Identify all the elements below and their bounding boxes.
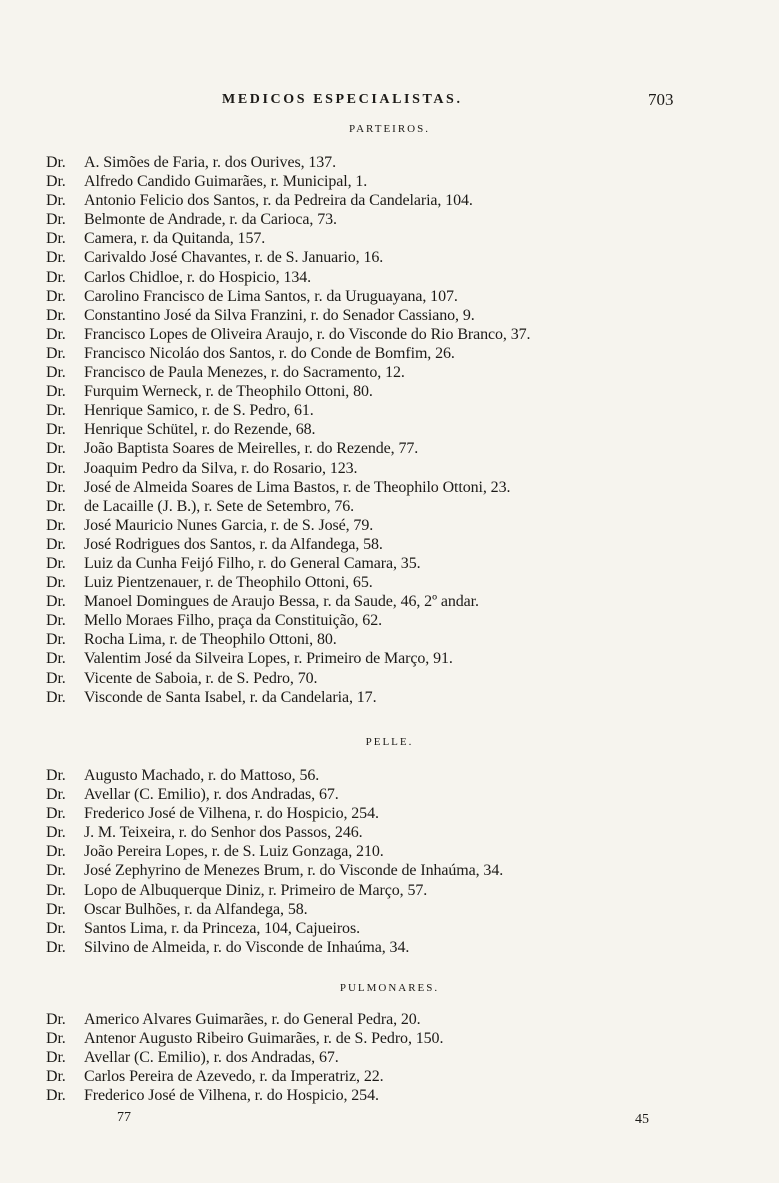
page-title: MEDICOS ESPECIALISTAS. — [222, 92, 463, 107]
entry-text: Henrique Samico, r. de S. Pedro, 61. — [84, 402, 314, 420]
entry-title-prefix: Dr. — [46, 249, 66, 267]
section-heading-parteiros: PARTEIROS. — [349, 123, 430, 135]
entry-title-prefix: Dr. — [46, 631, 66, 649]
entry-title-prefix: Dr. — [46, 900, 66, 918]
entry-title-prefix: Dr. — [46, 1030, 66, 1048]
entry-text: João Baptista Soares de Meirelles, r. do Rezende, 77. — [84, 440, 419, 458]
entry-title-prefix: Dr. — [46, 786, 66, 804]
entry-text: Rocha Lima, r. de Theophilo Ottoni, 80. — [84, 631, 337, 649]
entry-text: Alfredo Candido Guimarães, r. Municipal, 1. — [84, 173, 368, 191]
entry-list-pelle — [46, 766, 503, 957]
list-item — [46, 268, 530, 287]
entry-text: Carolino Francisco de Lima Santos, r. da Uruguayana, 107. — [84, 287, 458, 305]
list-item — [46, 938, 503, 957]
entry-title-prefix: Dr. — [46, 402, 66, 420]
list-item — [46, 478, 530, 497]
entry-list-pulmonares — [46, 1010, 443, 1105]
entry-text: Americo Alvares Guimarães, r. do General Pedra, 20. — [84, 1011, 421, 1028]
entry-text: Constantino José da Silva Franzini, r. do Senador Cassiano, 9. — [84, 306, 475, 324]
list-item — [46, 439, 530, 458]
list-item — [46, 535, 530, 554]
entry-text: J. M. Teixeira, r. do Senhor dos Passos, 246. — [84, 824, 363, 842]
entry-title-prefix: Dr. — [46, 154, 66, 171]
list-item — [46, 516, 530, 535]
list-item — [46, 1048, 443, 1067]
entry-title-prefix: Dr. — [46, 287, 66, 305]
list-item — [46, 630, 530, 649]
entry-text: Mello Moraes Filho, praça da Constituição, 62. — [84, 612, 383, 630]
entry-title-prefix: Dr. — [46, 383, 66, 401]
entry-title-prefix: Dr. — [46, 211, 66, 229]
entry-text: Francisco de Paula Menezes, r. do Sacramento, 12. — [84, 364, 405, 382]
entry-text: Camera, r. da Quitanda, 157. — [84, 230, 266, 248]
entry-text: A. Simões de Faria, r. dos Ourives, 137. — [84, 154, 336, 171]
entry-title-prefix: Dr. — [46, 881, 66, 899]
entry-title-prefix: Dr. — [46, 325, 66, 343]
list-item — [46, 153, 530, 172]
entry-title-prefix: Dr. — [46, 230, 66, 248]
entry-text: Visconde de Santa Isabel, r. da Candelaria, 17. — [84, 688, 377, 706]
entry-title-prefix: Dr. — [46, 1087, 66, 1105]
entry-title-prefix: Dr. — [46, 612, 66, 630]
entry-title-prefix: Dr. — [46, 1068, 66, 1086]
list-item — [46, 248, 530, 267]
list-item — [46, 669, 530, 688]
entry-text: Joaquim Pedro da Silva, r. do Rosario, 123. — [84, 459, 358, 477]
list-item — [46, 497, 530, 516]
list-item — [46, 688, 530, 707]
entry-title-prefix: Dr. — [46, 1049, 66, 1067]
entry-text: Antenor Augusto Ribeiro Guimarães, r. de S. Pedro, 150. — [84, 1030, 444, 1048]
entry-title-prefix: Dr. — [46, 919, 66, 937]
entry-text: José Zephyrino de Menezes Brum, r. do Visconde de Inhaúma, 34. — [84, 862, 504, 880]
list-item — [46, 210, 530, 229]
footer-signature-left: 77 — [117, 1110, 131, 1125]
list-item — [46, 554, 530, 573]
list-item — [46, 592, 530, 611]
entry-text: Frederico José de Vilhena, r. do Hospicio, 254. — [84, 1087, 379, 1105]
list-item — [46, 401, 530, 420]
list-item — [46, 1029, 443, 1048]
list-item — [46, 1067, 443, 1086]
entry-text: Francisco Lopes de Oliveira Araujo, r. do Visconde do Rio Branco, 37. — [84, 325, 531, 343]
entry-text: Luiz Pientzenauer, r. de Theophilo Ottoni, 65. — [84, 574, 373, 592]
list-item — [46, 881, 503, 900]
list-item — [46, 823, 503, 842]
list-item — [46, 900, 503, 919]
list-item — [46, 842, 503, 861]
list-item — [46, 344, 530, 363]
entry-title-prefix: Dr. — [46, 440, 66, 458]
list-item — [46, 420, 530, 439]
entry-text: Avellar (C. Emilio), r. dos Andradas, 67. — [84, 786, 339, 804]
entry-title-prefix: Dr. — [46, 767, 66, 784]
entry-title-prefix: Dr. — [46, 805, 66, 823]
list-item — [46, 649, 530, 668]
list-item — [46, 785, 503, 804]
entry-title-prefix: Dr. — [46, 535, 66, 553]
list-item — [46, 363, 530, 382]
entry-title-prefix: Dr. — [46, 593, 66, 611]
entry-title-prefix: Dr. — [46, 554, 66, 572]
entry-text: Francisco Nicoláo dos Santos, r. do Conde de Bomfim, 26. — [84, 344, 455, 362]
list-item — [46, 382, 530, 401]
entry-text: Santos Lima, r. da Princeza, 104, Cajueiros. — [84, 919, 360, 937]
entry-title-prefix: Dr. — [46, 650, 66, 668]
entry-title-prefix: Dr. — [46, 574, 66, 592]
entry-text: Luiz da Cunha Feijó Filho, r. do General Camara, 35. — [84, 554, 421, 572]
entry-text: João Pereira Lopes, r. de S. Luiz Gonzaga, 210. — [84, 843, 384, 861]
entry-text: José Rodrigues dos Santos, r. da Alfandega, 58. — [84, 535, 383, 553]
entry-title-prefix: Dr. — [46, 478, 66, 496]
entry-text: Vicente de Saboia, r. de S. Pedro, 70. — [84, 669, 318, 687]
entry-text: Furquim Werneck, r. de Theophilo Ottoni, 80. — [84, 383, 373, 401]
entry-title-prefix: Dr. — [46, 344, 66, 362]
entry-text: José Mauricio Nunes Garcia, r. de S. José, 79. — [84, 516, 374, 534]
list-item — [46, 573, 530, 592]
entry-title-prefix: Dr. — [46, 364, 66, 382]
list-item — [46, 1086, 443, 1105]
list-item — [46, 804, 503, 823]
list-item — [46, 861, 503, 880]
entry-text: Avellar (C. Emilio), r. dos Andradas, 67. — [84, 1049, 339, 1067]
entry-title-prefix: Dr. — [46, 688, 66, 706]
page-header — [0, 90, 779, 114]
section-heading-pelle: PELLE. — [365, 736, 414, 748]
entry-title-prefix: Dr. — [46, 938, 66, 956]
entry-text: Carlos Pereira de Azevedo, r. da Imperatriz, 22. — [84, 1068, 384, 1086]
page-number: 703 — [648, 90, 674, 109]
section-heading-pulmonares: PULMONARES. — [339, 982, 440, 994]
list-item — [46, 287, 530, 306]
list-item — [46, 306, 530, 325]
list-item — [46, 1010, 443, 1029]
entry-title-prefix: Dr. — [46, 306, 66, 324]
entry-title-prefix: Dr. — [46, 1011, 66, 1028]
entry-text: Belmonte de Andrade, r. da Carioca, 73. — [84, 211, 337, 229]
entry-list-parteiros — [46, 153, 530, 707]
entry-text: Henrique Schütel, r. do Rezende, 68. — [84, 421, 316, 439]
list-item — [46, 766, 503, 785]
list-item — [46, 172, 530, 191]
entry-text: Silvino de Almeida, r. do Visconde de Inhaúma, 34. — [84, 938, 410, 956]
entry-title-prefix: Dr. — [46, 459, 66, 477]
list-item — [46, 459, 530, 478]
entry-text: Augusto Machado, r. do Mattoso, 56. — [84, 767, 320, 784]
list-item — [46, 611, 530, 630]
entry-title-prefix: Dr. — [46, 421, 66, 439]
entry-title-prefix: Dr. — [46, 862, 66, 880]
entry-text: Carivaldo José Chavantes, r. de S. Januario, 16. — [84, 249, 384, 267]
entry-title-prefix: Dr. — [46, 516, 66, 534]
entry-title-prefix: Dr. — [46, 669, 66, 687]
list-item — [46, 919, 503, 938]
entry-text: Carlos Chidloe, r. do Hospicio, 134. — [84, 268, 312, 286]
footer-signature-right: 45 — [635, 1112, 649, 1127]
entry-text: José de Almeida Soares de Lima Bastos, r. de Theophilo Ottoni, 23. — [84, 478, 511, 496]
entry-title-prefix: Dr. — [46, 843, 66, 861]
entry-text: Lopo de Albuquerque Diniz, r. Primeiro de Março, 57. — [84, 881, 428, 899]
list-item — [46, 325, 530, 344]
entry-title-prefix: Dr. — [46, 192, 66, 210]
entry-title-prefix: Dr. — [46, 173, 66, 191]
entry-title-prefix: Dr. — [46, 824, 66, 842]
list-item — [46, 229, 530, 248]
entry-text: Antonio Felicio dos Santos, r. da Pedreira da Candelaria, 104. — [84, 192, 473, 210]
list-item — [46, 191, 530, 210]
entry-text: Valentim José da Silveira Lopes, r. Primeiro de Março, 91. — [84, 650, 453, 668]
entry-text: de Lacaille (J. B.), r. Sete de Setembro, 76. — [84, 497, 355, 515]
entry-title-prefix: Dr. — [46, 497, 66, 515]
entry-text: Oscar Bulhões, r. da Alfandega, 58. — [84, 900, 308, 918]
entry-text: Manoel Domingues de Araujo Bessa, r. da Saude, 46, 2º andar. — [84, 593, 479, 611]
entry-text: Frederico José de Vilhena, r. do Hospicio, 254. — [84, 805, 379, 823]
entry-title-prefix: Dr. — [46, 268, 66, 286]
